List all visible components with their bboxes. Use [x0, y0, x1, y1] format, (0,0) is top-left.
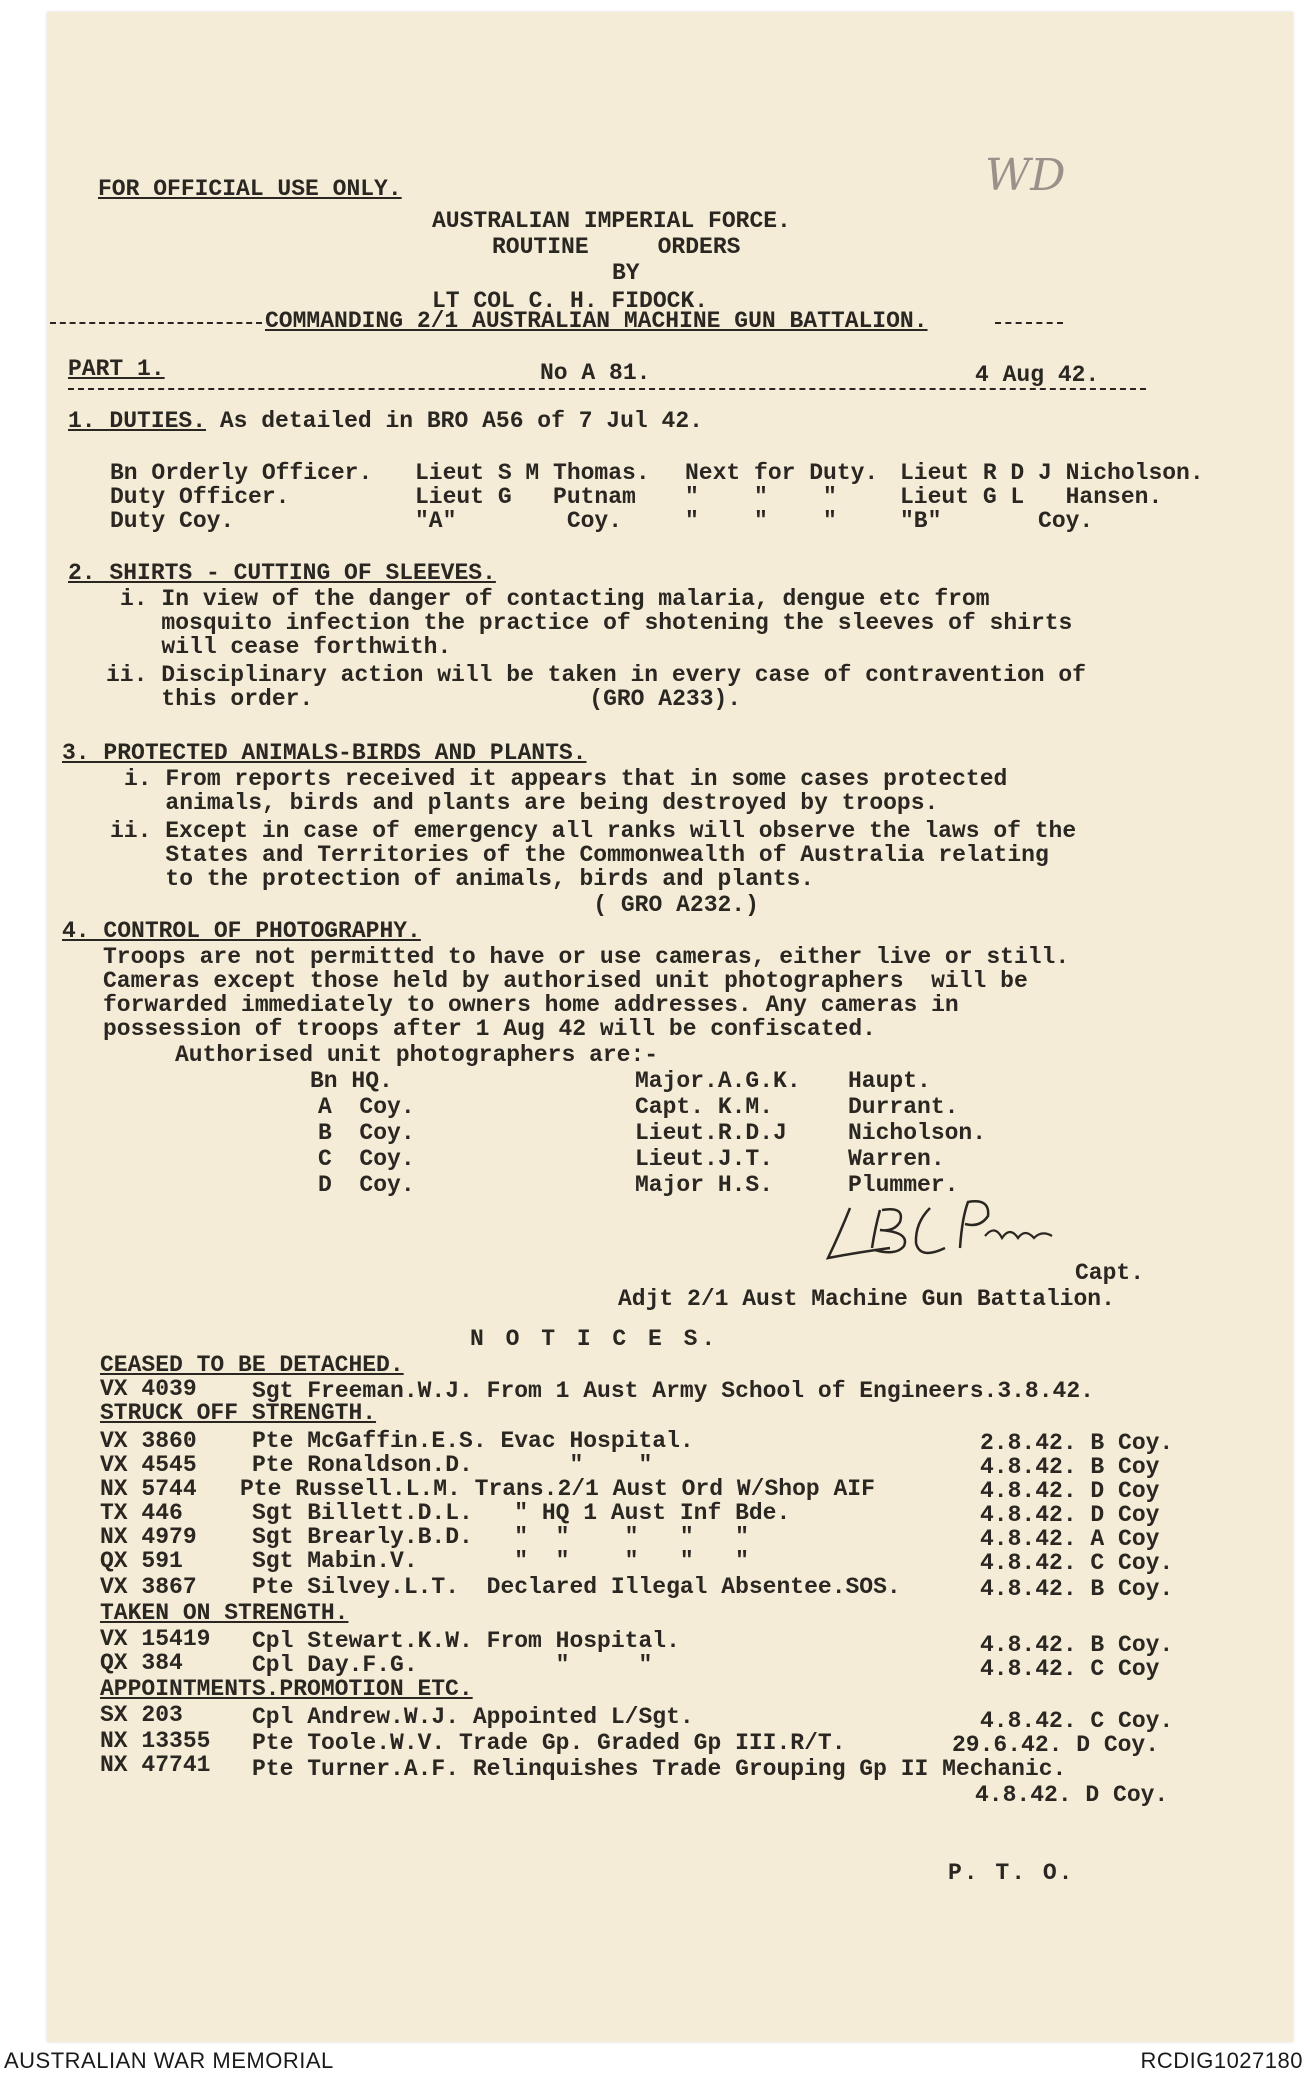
animals-line: animals, birds and plants are being destroyed by troops. — [124, 790, 939, 816]
pto-label: P. T. O. — [948, 1860, 1075, 1886]
signature-image — [820, 1188, 1080, 1278]
photographer-unit: D Coy. — [318, 1172, 415, 1198]
handwritten-mark: WD — [985, 150, 1066, 201]
notice-text: Cpl Day.F.G. " " — [252, 1652, 653, 1678]
notice-text: Sgt Mabin.V. " " " " " — [252, 1548, 749, 1574]
notice-text: Sgt Billett.D.L. " HQ 1 Aust Inf Bde. — [252, 1500, 791, 1526]
notice-text: Pte Turner.A.F. Relinquishes Trade Grouping Gp II Mechanic. — [252, 1756, 1067, 1782]
header-rule-right — [995, 322, 1063, 324]
photographer-rank: Major.A.G.K. — [635, 1068, 801, 1094]
notice-number: VX 15419 — [100, 1626, 211, 1652]
notice-date: 2.8.42. B Coy. — [980, 1430, 1174, 1456]
notice-number: QX 591 — [100, 1548, 183, 1574]
notice-number: VX 3867 — [100, 1574, 197, 1600]
duties-heading-text: 1. DUTIES. — [68, 408, 207, 434]
photographer-rank: Capt. K.M. — [635, 1094, 774, 1120]
appointments-heading: APPOINTMENTS.PROMOTION ETC. — [100, 1676, 473, 1702]
shirts-line: this order. (GRO A233). — [120, 686, 742, 712]
notice-text: Pte Ronaldson.D. " " — [252, 1452, 653, 1478]
photographer-unit: B Coy. — [318, 1120, 415, 1146]
shirts-line: i. In view of the danger of contacting malaria, dengue etc from — [120, 586, 990, 612]
order-date: 4 Aug 42. — [975, 362, 1100, 388]
classification-label: FOR OFFICIAL USE ONLY. — [98, 176, 402, 202]
photographer-rank: Lieut.R.D.J — [635, 1120, 787, 1146]
photographer-name: Nicholson. — [848, 1120, 987, 1146]
notice-number: NX 4979 — [100, 1524, 197, 1550]
taken-heading: TAKEN ON STRENGTH. — [100, 1600, 349, 1626]
notice-text: Cpl Andrew.W.J. Appointed L/Sgt. — [252, 1704, 694, 1730]
duty-row-next-value: Lieut R D J Nicholson. — [900, 460, 1204, 486]
notice-number: VX 4039 — [100, 1376, 197, 1402]
notice-date: 4.8.42. C Coy. — [980, 1708, 1174, 1734]
notice-number: TX 446 — [100, 1500, 183, 1526]
part-rule — [68, 388, 1146, 390]
duty-row-label: Duty Coy. — [110, 508, 235, 534]
header-rule-left — [50, 322, 262, 324]
photographer-unit: C Coy. — [318, 1146, 415, 1172]
photographer-name: Durrant. — [848, 1094, 959, 1120]
duty-row-next-label: " " " — [685, 484, 837, 510]
struck-heading: STRUCK OFF STRENGTH. — [100, 1400, 377, 1426]
notice-text: Cpl Stewart.K.W. From Hospital. — [252, 1628, 680, 1654]
photographer-unit: A Coy. — [318, 1094, 415, 1120]
force-title: AUSTRALIAN IMPERIAL FORCE. — [432, 208, 791, 234]
notice-date: 4.8.42. B Coy. — [980, 1576, 1174, 1602]
duty-row-label: Duty Officer. — [110, 484, 290, 510]
photographer-rank: Major H.S. — [635, 1172, 774, 1198]
notice-number: NX 5744 — [100, 1476, 197, 1502]
notice-number: VX 3860 — [100, 1428, 197, 1454]
animals-line: ( GRO A232.) — [124, 892, 759, 918]
notice-text: Pte Silvey.L.T. Declared Illegal Absentee.SOS. — [252, 1574, 901, 1600]
duties-text: As detailed in BRO A56 of 7 Jul 42. — [219, 408, 703, 434]
shirts-line: ii. Disciplinary action will be taken in every case of contravention of — [106, 662, 1086, 688]
photographer-unit: Bn HQ. — [310, 1068, 393, 1094]
photographers-heading: Authorised unit photographers are:- — [175, 1042, 659, 1068]
notice-text: Pte Toole.W.V. Trade Gp. Graded Gp III.R/T. — [252, 1730, 846, 1756]
animals-line: to the protection of animals, birds and plants. — [124, 866, 815, 892]
animals-line: ii. Except in case of emergency all ranks will observe the laws of the — [110, 818, 1077, 844]
notice-number: SX 203 — [100, 1702, 183, 1728]
order-number: No A 81. — [540, 360, 651, 386]
notice-text: Sgt Brearly.B.D. " " " " " — [252, 1524, 749, 1550]
notices-title: N O T I C E S. — [470, 1326, 720, 1352]
footer-id: RCDIG1027180 — [1140, 2048, 1303, 2073]
notice-date: 4.8.42. B Coy. — [980, 1632, 1174, 1658]
animals-heading: 3. PROTECTED ANIMALS-BIRDS AND PLANTS. — [62, 740, 587, 766]
commander-name: LT COL C. H. FIDOCK. — [432, 288, 709, 314]
photographer-name: Plummer. — [848, 1172, 959, 1198]
photography-line: possession of troops after 1 Aug 42 will be confiscated. — [103, 1016, 876, 1042]
notice-date: 4.8.42. D Coy. — [975, 1782, 1169, 1808]
duties-heading — [68, 408, 703, 434]
notice-text: Sgt Freeman.W.J. From 1 Aust Army School of Engineers.3.8.42. — [252, 1378, 1094, 1404]
notice-number: NX 13355 — [100, 1728, 211, 1754]
duty-row-next-value: Lieut G L Hansen. — [900, 484, 1163, 510]
commanding-line: COMMANDING 2/1 AUSTRALIAN MACHINE GUN BATTALION. — [265, 308, 928, 334]
photographer-rank: Lieut.J.T. — [635, 1146, 774, 1172]
photography-heading: 4. CONTROL OF PHOTOGRAPHY. — [62, 918, 421, 944]
duty-row-value: Lieut S M Thomas. — [415, 460, 650, 486]
footer-source: AUSTRALIAN WAR MEMORIAL — [4, 2048, 334, 2073]
animals-line: i. From reports received it appears that in some cases protected — [124, 766, 1008, 792]
notice-text: Pte Russell.L.M. Trans.2/1 Aust Ord W/Shop AIF — [240, 1476, 875, 1502]
notice-number: NX 47741 — [100, 1752, 211, 1778]
photography-line: forwarded immediately to owners home addresses. Any cameras in — [103, 992, 959, 1018]
animals-line: States and Territories of the Commonwealth of Australia relating — [124, 842, 1049, 868]
ceased-heading: CEASED TO BE DETACHED. — [100, 1352, 404, 1378]
notice-date: 4.8.42. C Coy. — [980, 1550, 1174, 1576]
duty-row-next-label: " " " — [685, 508, 837, 534]
duty-row-label: Bn Orderly Officer. — [110, 460, 373, 486]
photography-line: Cameras except those held by authorised unit photographers will be — [103, 968, 1028, 994]
by-label: BY — [612, 260, 640, 286]
notice-text: Pte McGaffin.E.S. Evac Hospital. — [252, 1428, 694, 1454]
notice-number: QX 384 — [100, 1650, 183, 1676]
photographer-name: Haupt. — [848, 1068, 931, 1094]
notice-date: 4.8.42. B Coy — [980, 1454, 1160, 1480]
notice-date: 4.8.42. D Coy — [980, 1478, 1160, 1504]
signature-title: Adjt 2/1 Aust Machine Gun Battalion. — [618, 1286, 1115, 1312]
duty-row-value: Lieut G Putnam — [415, 484, 636, 510]
duty-row-next-value: "B" Coy. — [900, 508, 1094, 534]
notice-date: 4.8.42. D Coy — [980, 1502, 1160, 1528]
routine-orders-title: ROUTINE ORDERS — [492, 234, 741, 260]
signature-rank: Capt. — [1075, 1260, 1145, 1286]
shirts-heading: 2. SHIRTS - CUTTING OF SLEEVES. — [68, 560, 496, 586]
notice-date: 4.8.42. C Coy — [980, 1656, 1160, 1682]
photography-line: Troops are not permitted to have or use cameras, either live or still. — [103, 944, 1070, 970]
shirts-line: mosquito infection the practice of shotening the sleeves of shirts — [120, 610, 1073, 636]
part-label: PART 1. — [68, 356, 165, 382]
duty-row-value: "A" Coy. — [415, 508, 623, 534]
shirts-line: will cease forthwith. — [120, 634, 452, 660]
duty-row-next-label: Next for Duty. — [685, 460, 879, 486]
notice-number: VX 4545 — [100, 1452, 197, 1478]
photographer-name: Warren. — [848, 1146, 945, 1172]
notice-date: 4.8.42. A Coy — [980, 1526, 1160, 1552]
notice-date: 29.6.42. D Coy. — [952, 1732, 1160, 1758]
